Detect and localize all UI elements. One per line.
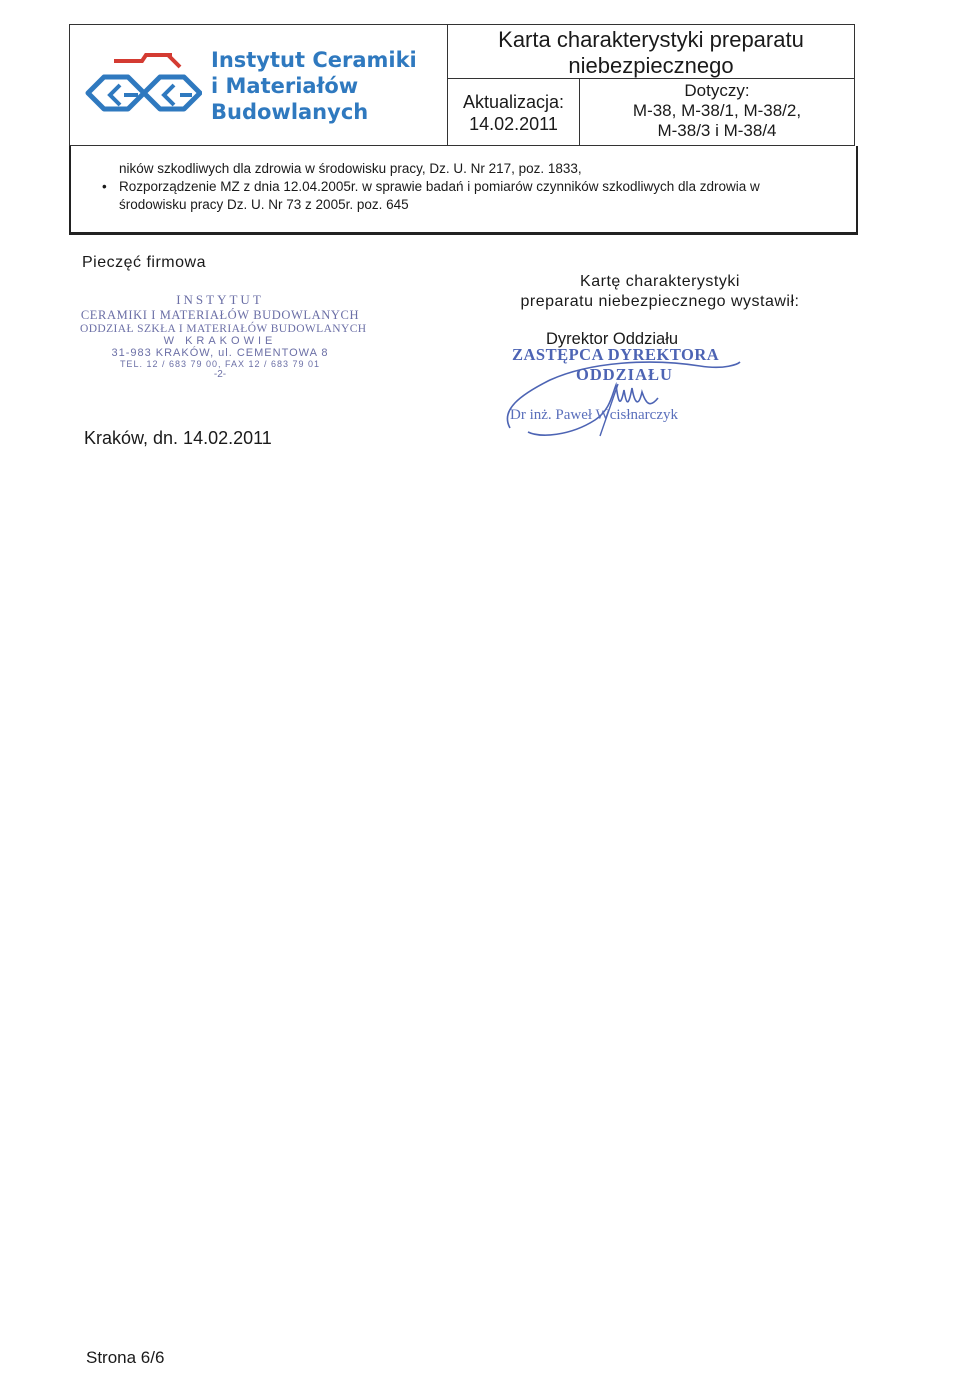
concerns-line-2: M-38/3 i M-38/4	[657, 121, 777, 140]
institute-logo-icon	[84, 53, 202, 125]
concerns-label: Dotyczy:	[684, 81, 750, 100]
stamp-line-4: W KRAKOWIE	[163, 335, 277, 347]
signature-stamp-line-2: ODDZIAŁU	[576, 365, 673, 384]
stamp-line-6: TEL. 12 / 683 79 00, FAX 12 / 683 79 01	[119, 359, 321, 369]
director-title: Dyrektor Oddziału	[546, 330, 679, 348]
regulation-line-1: ników szkodliwych dla zdrowia w środowisku pracy, Dz. U. Nr 217, poz. 1833,	[119, 161, 582, 176]
stamp-line-5: 31-983 KRAKÓW, ul. CEMENTOWA 8	[111, 347, 329, 359]
update-label: Aktualizacja:	[462, 92, 565, 112]
document-title-line-2: niebezpiecznego	[568, 53, 734, 78]
concerns-line-1: M-38, M-38/1, M-38/2,	[632, 101, 802, 120]
issued-by-line-2: preparatu niebezpiecznego wystawił:	[520, 293, 800, 310]
place-date: Kraków, dn. 14.02.2011	[84, 428, 272, 448]
company-stamp-label: Pieczęć firmowa	[82, 254, 206, 271]
document-title	[448, 25, 854, 79]
stamp-line-3: ODDZIAŁ SZKŁA I MATERIAŁÓW BUDOWLANYCH	[80, 323, 367, 335]
issued-by-line-1: Kartę charakterystyki	[580, 273, 740, 290]
logo-cell	[70, 25, 448, 145]
concerns-cell	[580, 79, 854, 147]
institute-name-line-1: Instytut Ceramiki	[211, 48, 417, 72]
bullet-icon: •	[102, 179, 107, 194]
document-header	[69, 24, 855, 146]
regulation-line-3: środowisku pracy Dz. U. Nr 73 z 2005r. poz. 645	[119, 197, 409, 212]
stamp-line-7: -2-	[213, 369, 227, 380]
document-title-line-1: Karta charakterystyki preparatu	[498, 27, 804, 52]
signature-stamp-line-1: ZASTĘPCA DYREKTORA	[512, 345, 720, 364]
regulations-box	[69, 146, 858, 235]
regulation-line-2: Rozporządzenie MZ z dnia 12.04.2005r. w sprawie badań i pomiarów czynników szkodliwych dla zdrowia w	[119, 179, 760, 194]
institute-name	[211, 47, 446, 125]
page-number: Strona 6/6	[86, 1348, 165, 1367]
issued-by	[470, 272, 850, 312]
update-cell	[448, 79, 580, 145]
institute-name-line-3: Budowlanych	[211, 100, 369, 124]
update-date: 14.02.2011	[469, 114, 558, 134]
stamp-line-2: CERAMIKI I MATERIAŁÓW BUDOWLANYCH	[80, 308, 360, 322]
institute-name-line-2: i Materiałów	[211, 74, 359, 98]
signature-stamp-name: Dr inż. Paweł Wcisłnarczyk	[510, 407, 678, 423]
stamp-line-1: INSTYTUT	[176, 292, 264, 307]
company-stamp	[80, 292, 367, 380]
